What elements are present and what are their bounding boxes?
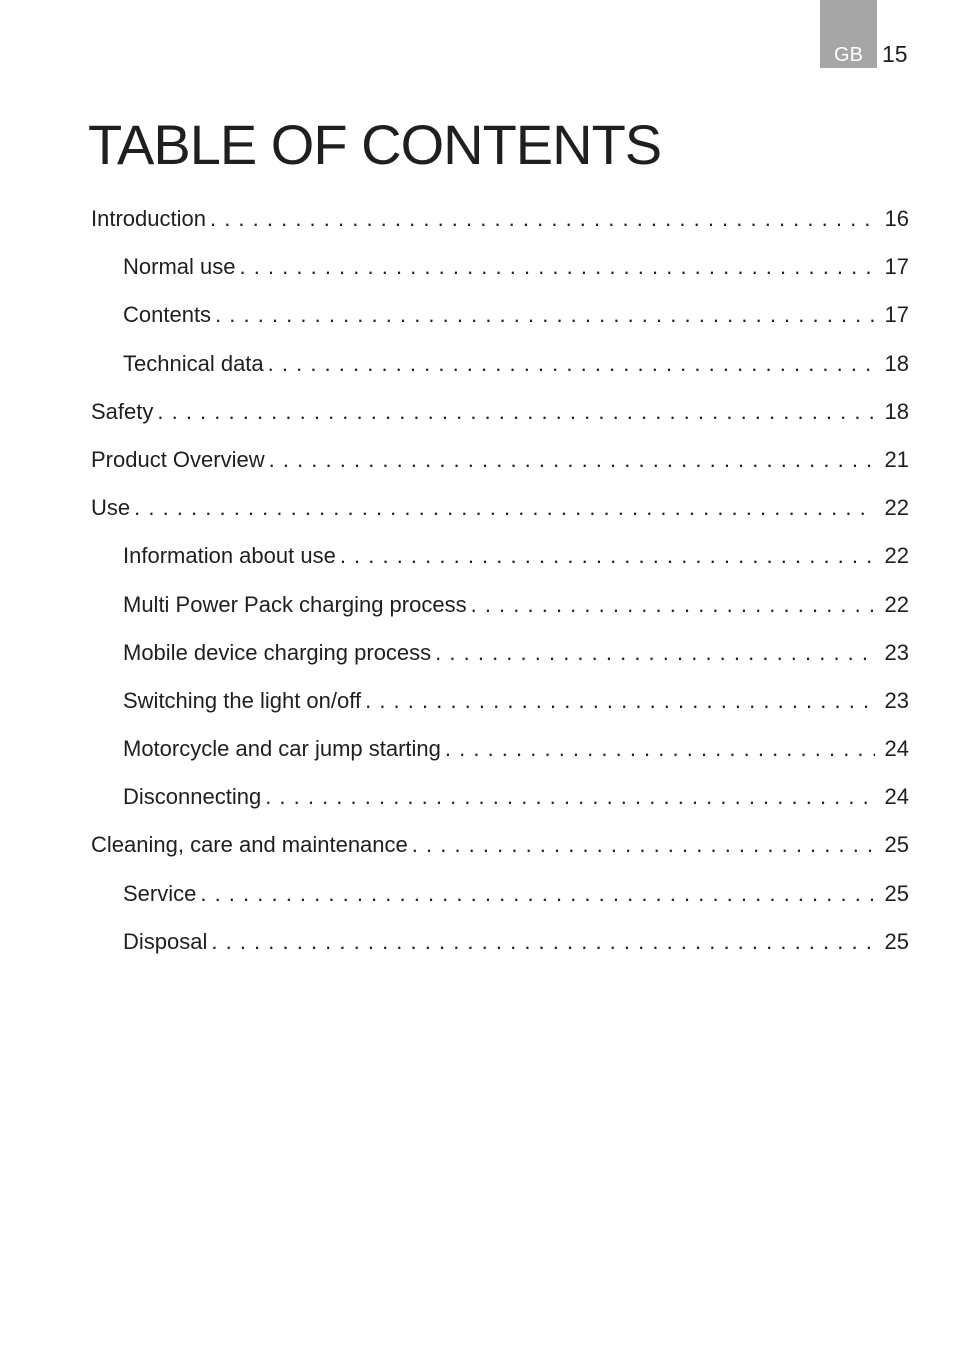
toc-entry-page: 22: [884, 543, 909, 569]
toc-entry[interactable]: [91, 487, 909, 535]
toc-entry[interactable]: [91, 632, 909, 680]
dot-leader: [239, 246, 875, 288]
dot-leader: [157, 391, 875, 433]
toc-entry-label: Service: [123, 880, 197, 906]
dot-leader: [268, 343, 875, 385]
toc-entry-page: 21: [884, 446, 909, 472]
language-code: GB: [834, 44, 863, 66]
toc-entry-label: Multi Power Pack charging process: [123, 591, 467, 617]
dot-leader: [211, 921, 875, 963]
toc-entry[interactable]: [91, 824, 909, 872]
toc-entry-label: Motorcycle and car jump starting: [123, 736, 441, 762]
toc-entry-page: 24: [884, 784, 909, 810]
dot-leader: [265, 776, 875, 818]
toc-entry-label: Disconnecting: [123, 784, 262, 810]
toc-entry-page: 25: [884, 880, 909, 906]
toc-entry-label: Technical data: [123, 350, 264, 376]
toc-entry[interactable]: [91, 246, 909, 294]
toc-entry-page: 24: [884, 736, 909, 762]
toc-entry-label: Product Overview: [91, 446, 265, 472]
toc-entry-label: Introduction: [91, 206, 206, 231]
dot-leader: [445, 728, 875, 770]
toc-entry-page: 23: [884, 639, 909, 665]
toc-entry[interactable]: [91, 294, 909, 342]
dot-leader: [365, 680, 875, 722]
dot-leader: [200, 873, 875, 915]
dot-leader: [210, 198, 875, 240]
toc-entry[interactable]: [91, 776, 909, 824]
dot-leader: [134, 487, 875, 529]
dot-leader: [340, 535, 875, 577]
toc-entry-label: Cleaning, care and maintenance: [91, 832, 408, 858]
toc-entry[interactable]: [91, 728, 909, 776]
dot-leader: [435, 632, 875, 674]
toc-entry-label: Switching the light on/off: [123, 687, 362, 713]
toc-entry-page: 18: [884, 350, 909, 376]
toc-entry[interactable]: [91, 439, 909, 487]
dot-leader: [215, 294, 875, 336]
toc-entry-label: Information about use: [123, 543, 336, 569]
toc-entry-page: 22: [884, 591, 909, 617]
toc-entry-label: Disposal: [123, 928, 208, 954]
toc-entry-label: Normal use: [123, 254, 236, 280]
toc-entry-page: 25: [884, 928, 909, 954]
toc-entry[interactable]: [91, 680, 909, 728]
toc-entry-page: 17: [884, 302, 909, 328]
toc-entry-label: Mobile device charging process: [123, 639, 432, 665]
toc-entry-label: Safety: [91, 398, 154, 424]
toc-entry-page: 18: [884, 398, 909, 424]
toc-entry[interactable]: [91, 584, 909, 632]
toc-entry-page: 17: [884, 254, 909, 280]
page-title: TABLE OF CONTENTS: [88, 113, 662, 176]
toc-entry-label: Contents: [123, 302, 212, 328]
dot-leader: [471, 584, 875, 626]
toc-entry-page: 23: [884, 687, 909, 713]
toc-entry[interactable]: [91, 391, 909, 439]
toc-entry-page: 25: [884, 832, 909, 858]
toc-entry-page: 22: [884, 495, 909, 521]
dot-leader: [269, 439, 875, 481]
toc-entry[interactable]: [91, 535, 909, 583]
toc-entry-page: 16: [884, 206, 909, 231]
toc-entry[interactable]: [91, 343, 909, 391]
toc-entry[interactable]: [91, 873, 909, 921]
toc-entry-label: Use: [91, 495, 131, 521]
toc-entry[interactable]: [91, 198, 909, 246]
table-of-contents: [91, 198, 909, 969]
page-number: 15: [882, 41, 908, 67]
dot-leader: [412, 824, 875, 866]
toc-entry[interactable]: [91, 921, 909, 969]
